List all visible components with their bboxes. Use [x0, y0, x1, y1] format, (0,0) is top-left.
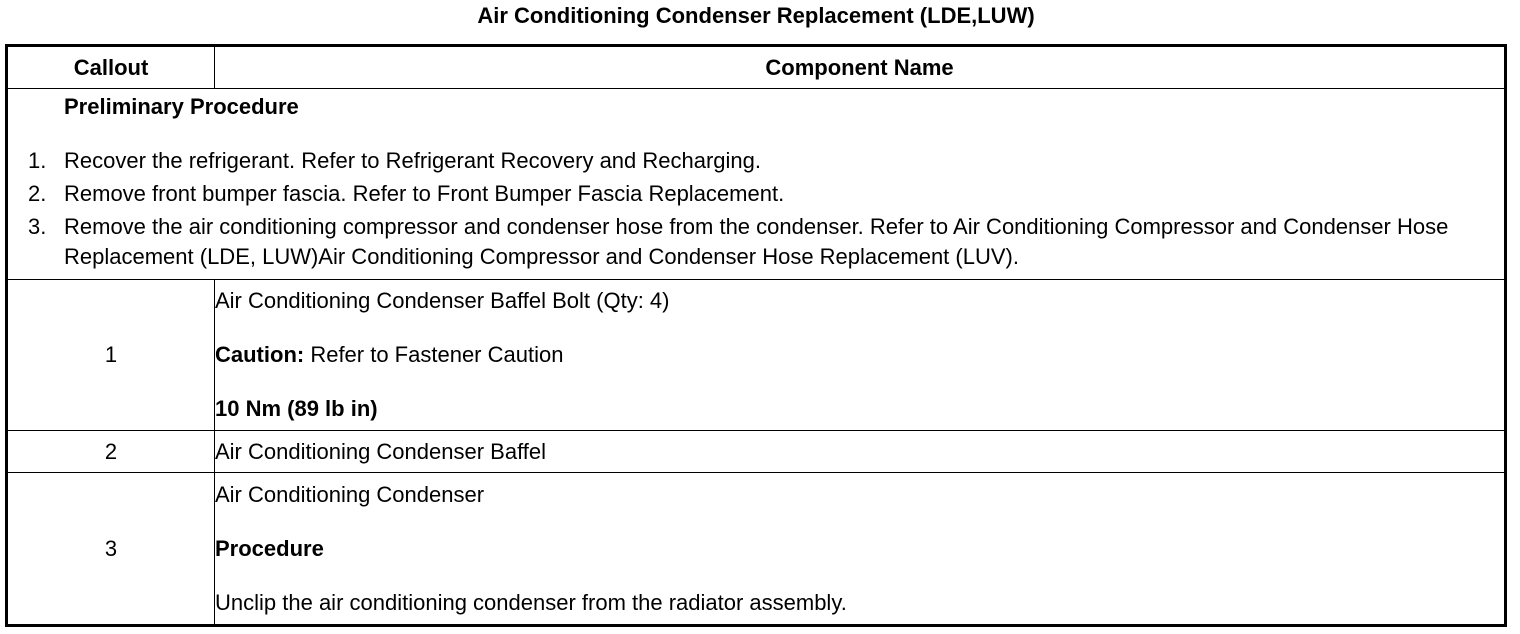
- table-row: [7, 473, 1506, 626]
- preliminary-step: [8, 146, 1504, 176]
- step-number: 2.: [28, 181, 47, 206]
- component-name: Air Conditioning Condenser: [215, 481, 485, 507]
- table-row: [7, 280, 1506, 431]
- preliminary-procedure-cell: [7, 89, 1506, 280]
- preliminary-steps-list: [8, 146, 1504, 272]
- component-name: Air Conditioning Condenser Baffel: [215, 438, 547, 464]
- document-title: Air Conditioning Condenser Replacement (LDE,LUW): [477, 3, 1035, 28]
- component-column-header: Component Name: [215, 46, 1506, 89]
- step-number: 3.: [28, 214, 47, 239]
- caution-label: Caution:: [215, 342, 305, 367]
- callout-number: 1: [7, 280, 215, 431]
- torque-spec: 10 Nm (89 lb in): [215, 396, 378, 421]
- step-text: Recover the refrigerant. Refer to Refrigerant Recovery and Recharging.: [64, 148, 762, 173]
- callout-number: 3: [7, 473, 215, 626]
- preliminary-row: [7, 89, 1506, 280]
- preliminary-procedure-heading: Preliminary Procedure: [64, 94, 299, 119]
- component-cell: [215, 431, 1506, 473]
- step-number: 1.: [28, 148, 47, 173]
- component-cell: [215, 280, 1506, 431]
- preliminary-step: [8, 179, 1504, 209]
- component-cell: [215, 473, 1506, 626]
- caution-text: Refer to Fastener Caution: [304, 342, 564, 367]
- callout-number: 2: [7, 431, 215, 473]
- procedure-label: Procedure: [215, 535, 324, 561]
- step-text: Remove front bumper fascia. Refer to Front Bumper Fascia Replacement.: [64, 181, 785, 206]
- callout-table: [5, 44, 1507, 627]
- caution-note: [215, 341, 1504, 369]
- step-text: Remove the air conditioning compressor and condenser hose from the condenser. Refer to Air Conditioning Compressor and Condenser Hose Replacement (LDE, LUW)Air Conditioning Compressor and Condenser Hose Replacement (LUV).: [64, 214, 1449, 269]
- procedure-text: Unclip the air conditioning condenser from the radiator assembly.: [215, 589, 847, 615]
- component-name: Air Conditioning Condenser Baffel Bolt (Qty: 4): [215, 288, 670, 313]
- table-row: [7, 431, 1506, 473]
- table-header-row: [7, 46, 1506, 89]
- preliminary-step: [8, 212, 1504, 272]
- callout-column-header: Callout: [7, 46, 215, 89]
